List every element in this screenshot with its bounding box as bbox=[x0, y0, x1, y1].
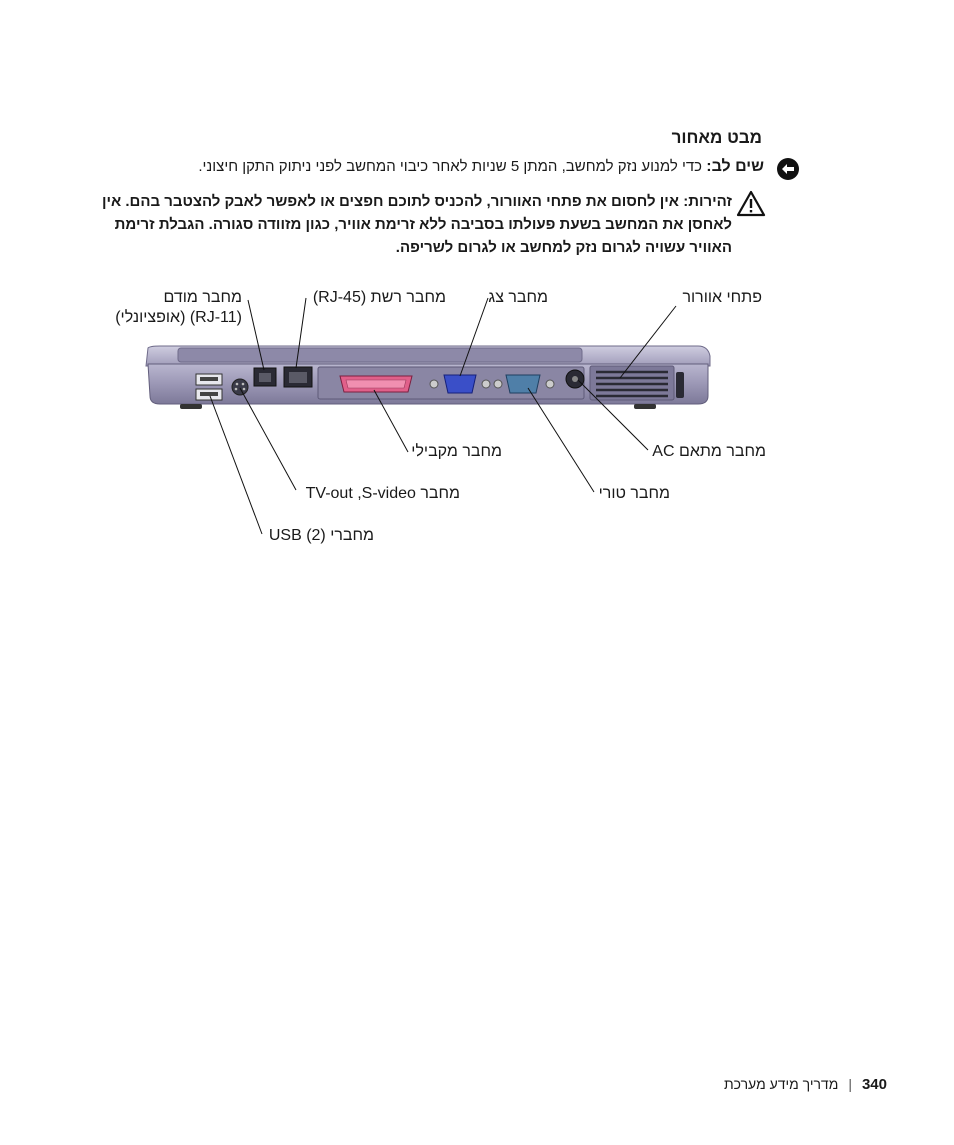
caution-text: אין לחסום את פתחי האוורור, להכניס לתוכם חפצים או לאפשר לאבק להצטבר בהם. אין לאחסן את המחשב בשעת פעולתו בסביבה ללא זרימת אוויר, כגון מזוודה סגורה. הגבלת זרימת האוויר עשויה לגרום נזק למחשב או לגרום לשריפה. bbox=[101, 193, 732, 256]
notice-text: כדי למנוע נזק למחשב, המתן 5 שניות לאחר כיבוי המחשב לפני ניתוק התקן חיצוני. bbox=[198, 158, 703, 175]
s-video-port bbox=[232, 379, 248, 395]
section-title: מבט מאחור bbox=[671, 128, 762, 147]
modem-port bbox=[254, 368, 276, 386]
callout-usb: מחברי USB (2) bbox=[268, 527, 374, 544]
callout-video: מחבר צג bbox=[488, 289, 548, 306]
notice-paragraph bbox=[124, 156, 764, 178]
callout-vents: פתחי אוורור bbox=[682, 289, 762, 306]
laptop-foot bbox=[634, 404, 656, 409]
notice-arrow-icon bbox=[776, 157, 800, 181]
ac-adapter-port bbox=[566, 370, 584, 388]
laptop-hinge bbox=[178, 348, 582, 362]
callout-network: מחבר רשת (RJ-45) bbox=[312, 289, 446, 306]
callout-parallel: מחבר מקבילי bbox=[411, 443, 502, 460]
page-number: 340 bbox=[861, 1076, 887, 1093]
air-vents bbox=[590, 366, 684, 400]
page-footer bbox=[724, 1076, 887, 1093]
laptop-foot bbox=[180, 404, 202, 409]
footer-separator: | bbox=[848, 1076, 852, 1092]
leader-usb bbox=[210, 396, 262, 534]
caution-paragraph bbox=[92, 190, 732, 259]
callout-modem-line1: מחבר מודם bbox=[163, 289, 242, 306]
callout-tv-out: מחבר TV-out ,S-video bbox=[305, 485, 460, 502]
network-port bbox=[284, 367, 312, 387]
parallel-port bbox=[340, 376, 412, 392]
callout-ac-adapter: מחבר מתאם AC bbox=[652, 443, 766, 460]
caution-label: זהירות: bbox=[683, 193, 732, 210]
laptop-back-view-figure bbox=[0, 270, 954, 570]
callout-modem-line2: (RJ-11) (אופציונלי) bbox=[115, 309, 242, 326]
footer-guide-title: מדריך מידע מערכת bbox=[723, 1076, 839, 1092]
callout-modem bbox=[115, 288, 242, 328]
notice-label: שים לב: bbox=[706, 158, 764, 175]
caution-triangle-icon bbox=[736, 190, 766, 217]
callout-serial: מחבר טורי bbox=[598, 485, 670, 502]
